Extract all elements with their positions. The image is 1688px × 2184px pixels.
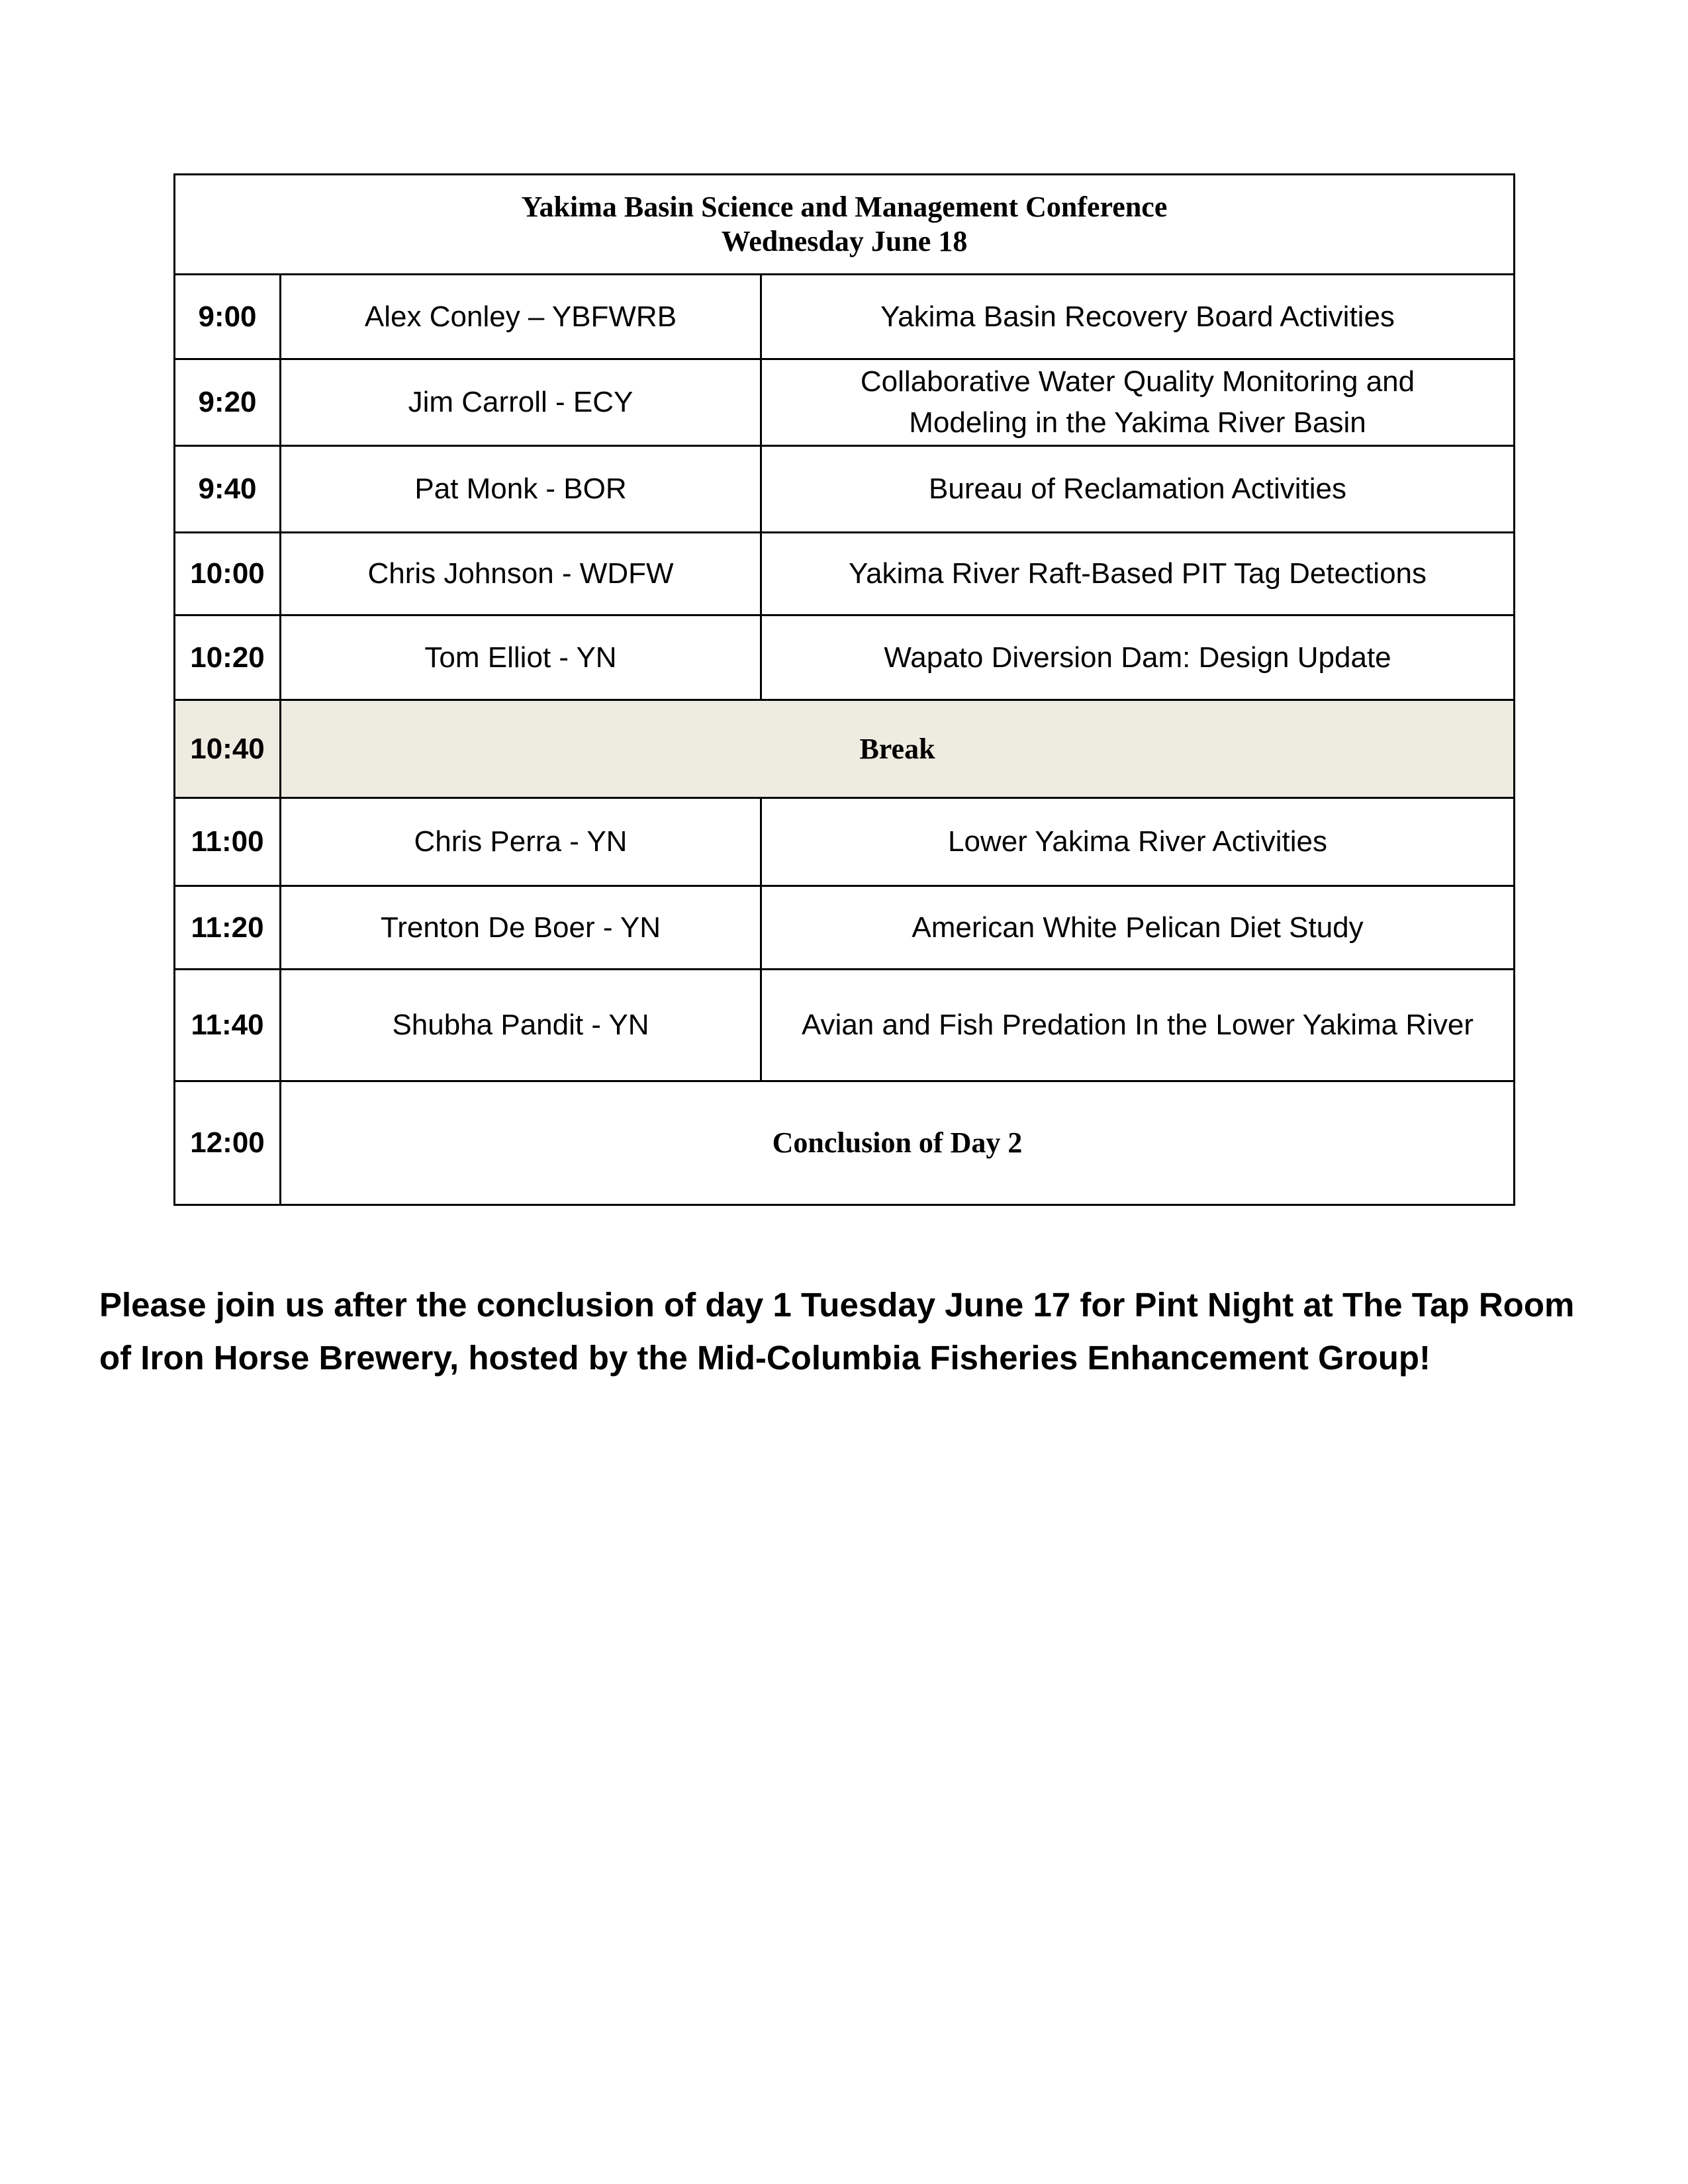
session-topic xyxy=(761,359,1515,446)
session-topic: Bureau of Reclamation Activities xyxy=(761,446,1515,533)
session-speaker: Chris Johnson - WDFW xyxy=(281,533,761,615)
session-speaker: Alex Conley – YBFWRB xyxy=(281,275,761,359)
session-time: 11:00 xyxy=(175,798,281,886)
table-row xyxy=(175,615,1515,700)
session-time: 11:40 xyxy=(175,970,281,1081)
pint-night-note xyxy=(99,1279,1622,1385)
table-header xyxy=(175,175,1515,275)
session-topic: Lower Yakima River Activities xyxy=(761,798,1515,886)
session-topic-line: Collaborative Water Quality Monitoring and xyxy=(860,365,1415,398)
note-line: of Iron Horse Brewery, hosted by the Mid-Columbia Fisheries Enhancement Group! xyxy=(99,1339,1431,1377)
session-topic: Avian and Fish Predation In the Lower Yakima River xyxy=(761,970,1515,1081)
table-row xyxy=(175,798,1515,886)
session-speaker: Trenton De Boer - YN xyxy=(281,886,761,970)
session-time: 10:20 xyxy=(175,615,281,700)
session-topic: Wapato Diversion Dam: Design Update xyxy=(761,615,1515,700)
table-row xyxy=(175,533,1515,615)
schedule-table xyxy=(173,173,1515,1206)
note-line: Please join us after the conclusion of day 1 Tuesday June 17 for Pint Night at The Tap Room xyxy=(99,1286,1575,1324)
session-time: 12:00 xyxy=(175,1081,281,1205)
session-speaker: Tom Elliot - YN xyxy=(281,615,761,700)
session-topic: Yakima Basin Recovery Board Activities xyxy=(761,275,1515,359)
session-time: 9:40 xyxy=(175,446,281,533)
table-header-row xyxy=(175,175,1515,275)
session-speaker: Chris Perra - YN xyxy=(281,798,761,886)
break-label: Break xyxy=(281,700,1515,798)
session-topic: American White Pelican Diet Study xyxy=(761,886,1515,970)
table-row xyxy=(175,446,1515,533)
session-time: 10:00 xyxy=(175,533,281,615)
table-row xyxy=(175,275,1515,359)
session-time: 10:40 xyxy=(175,700,281,798)
session-speaker: Jim Carroll - ECY xyxy=(281,359,761,446)
table-row xyxy=(175,970,1515,1081)
conference-day: Wednesday June 18 xyxy=(721,225,968,257)
session-speaker: Pat Monk - BOR xyxy=(281,446,761,533)
session-time: 11:20 xyxy=(175,886,281,970)
table-row xyxy=(175,886,1515,970)
conference-title: Yakima Basin Science and Management Conference xyxy=(521,191,1168,223)
session-speaker: Shubha Pandit - YN xyxy=(281,970,761,1081)
conclusion-row xyxy=(175,1081,1515,1205)
table-row xyxy=(175,359,1515,446)
conclusion-label: Conclusion of Day 2 xyxy=(281,1081,1515,1205)
session-topic-line: Modeling in the Yakima River Basin xyxy=(909,406,1366,439)
session-topic: Yakima River Raft-Based PIT Tag Detections xyxy=(761,533,1515,615)
break-row xyxy=(175,700,1515,798)
session-time: 9:00 xyxy=(175,275,281,359)
session-time: 9:20 xyxy=(175,359,281,446)
